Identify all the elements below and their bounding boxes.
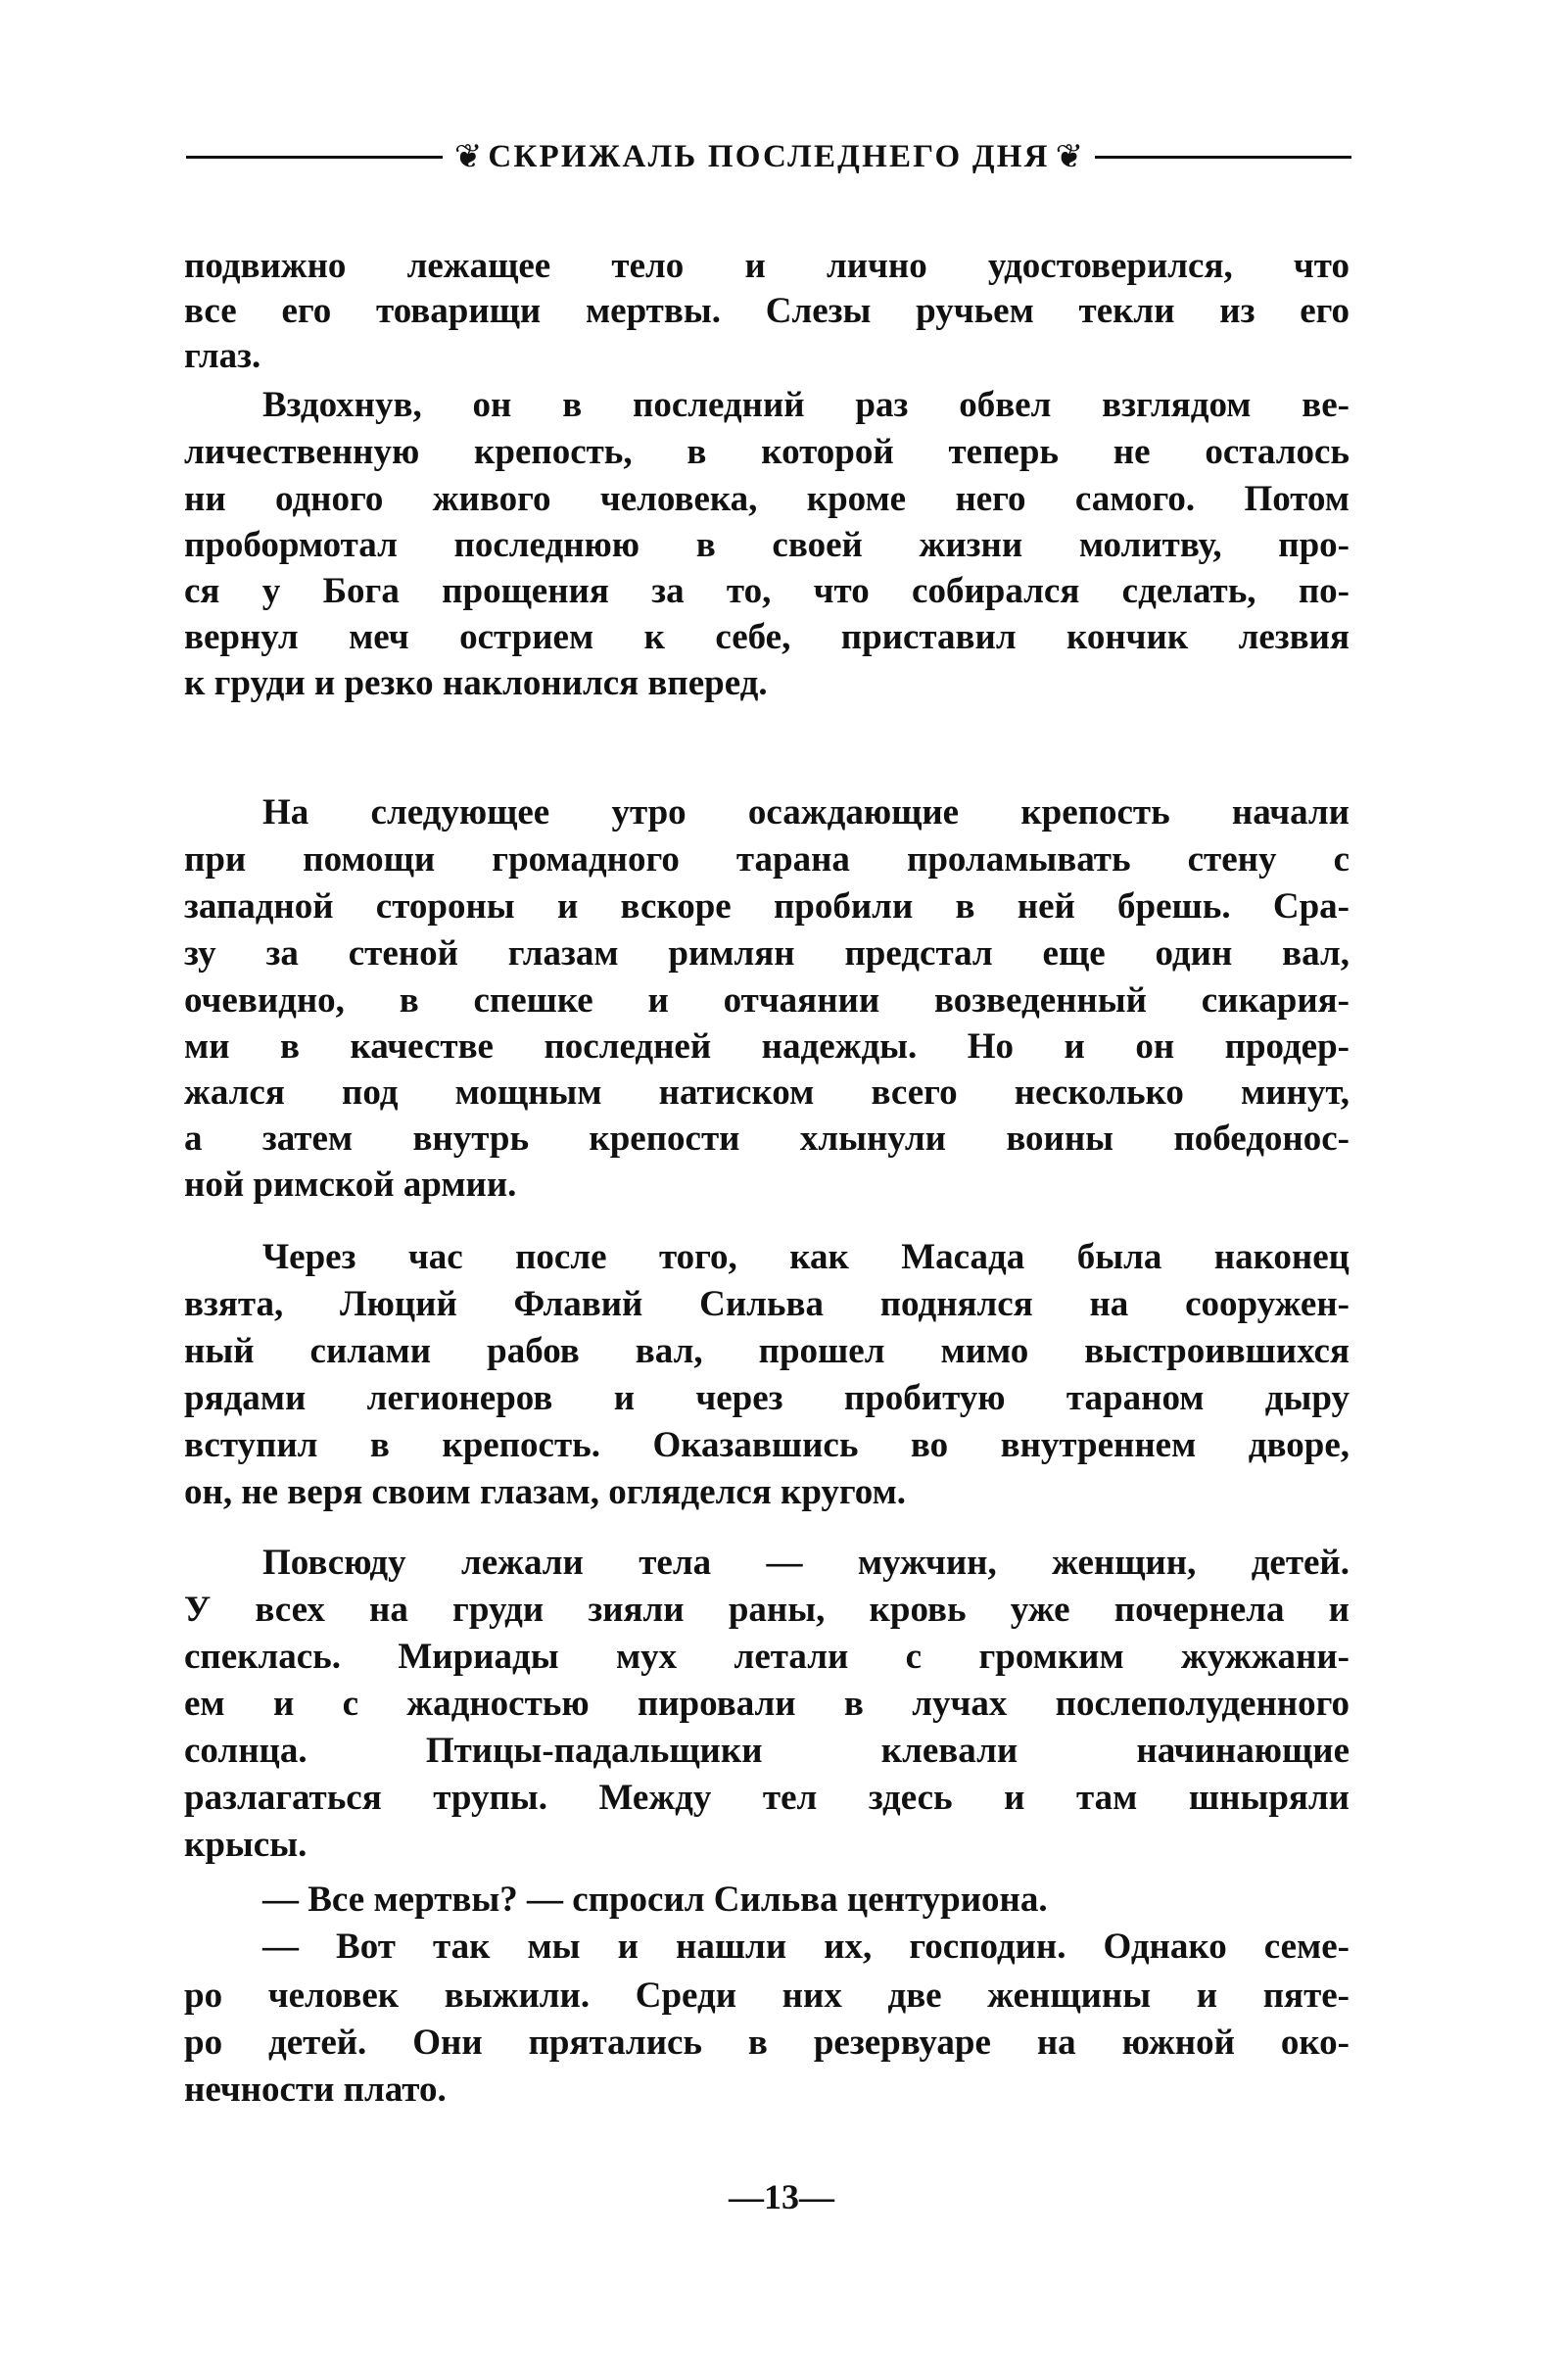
header-rule-left [186,156,443,159]
text-line: ной римской армии. [184,1165,517,1205]
text-line: вернул меч острием к себе, приставил кончик лезвия [184,617,1350,657]
page-number: —13— [729,2177,834,2216]
text-line: а затем внутрь крепости хлынули воины победонос- [184,1119,1350,1159]
text-line: пробормотал последнюю в своей жизни молитву, про- [184,525,1350,565]
dialogue-line: — Вот так мы и нашли их, господин. Однако семе- [262,1927,1350,1967]
text-line: взята, Люций Флавий Сильва поднялся на сооружен- [184,1284,1350,1324]
text-line: На следующее утро осаждающие крепость начали [262,792,1350,833]
text-line: западной стороны и вскоре пробили в ней брешь. Сра- [184,886,1350,927]
text-line: все его товарищи мертвы. Слезы ручьем текли из его [184,291,1350,331]
text-line: жался под мощным натиском всего несколько минут, [184,1072,1350,1113]
text-line: личественную крепость, в которой теперь не осталось [184,432,1350,472]
text-line: он, не веря своим глазам, огляделся кругом. [184,1472,907,1512]
dialogue-line: — Все мертвы? — спросил Сильва центуриона. [262,1880,1048,1920]
text-line: ми в качестве последней надежды. Но и он продер- [184,1026,1350,1067]
text-line: ный силами рабов вал, прошел мимо выстроившихся [184,1331,1350,1371]
text-line: разлагаться трупы. Между тел здесь и там шныряли [184,1778,1350,1818]
text-line: рядами легионеров и через пробитую тараном дыру [184,1378,1350,1418]
text-line: Через час после того, как Масада была наконец [262,1237,1350,1277]
fleuron-right-icon: ❦ [1055,137,1084,176]
header-rule-right [1095,156,1351,159]
text-line: Вздохнув, он в последний раз обвел взглядом ве- [262,385,1350,425]
text-line: ся у Бога прощения за то, что собирался сделать, по- [184,571,1350,611]
text-line: глаз. [184,336,261,376]
text-line: крысы. [184,1825,308,1865]
text-line: к груди и резко наклонился вперед. [184,663,768,703]
text-line: ни одного живого человека, кроме него самого. Потом [184,479,1350,519]
text-line: солнца. Птицы-падальщики клевали начинающие [184,1731,1350,1771]
text-line: У всех на груди зияли раны, кровь уже почернела и [184,1590,1350,1630]
text-line: ро человек выжили. Среди них две женщины и пяте- [184,1975,1350,2016]
text-line: при помощи громадного тарана проламывать стену с [184,839,1350,880]
fleuron-left-icon: ❦ [453,137,483,176]
text-line: Повсюду лежали тела — мужчин, женщин, детей. [262,1543,1350,1583]
text-line: ем и с жадностью пировали в лучах послеполуденного [184,1684,1350,1724]
text-line: очевидно, в спешке и отчаянии возведенный сикария- [184,980,1350,1021]
text-line: подвижно лежащее тело и лично удостоверился, что [184,246,1350,286]
running-title: СКРИЖАЛЬ ПОСЛЕДНЕГО ДНЯ [488,138,1050,174]
text-line: зу за стеной глазам римлян предстал еще один вал, [184,933,1350,974]
text-line: вступил в крепость. Оказавшись во внутреннем дворе, [184,1425,1350,1465]
text-line: спеклась. Мириады мух летали с громким жужжани- [184,1637,1350,1677]
text-line: нечности плато. [184,2070,447,2110]
running-header [186,127,1351,186]
text-line: ро детей. Они прятались в резервуаре на южной око- [184,2023,1350,2063]
